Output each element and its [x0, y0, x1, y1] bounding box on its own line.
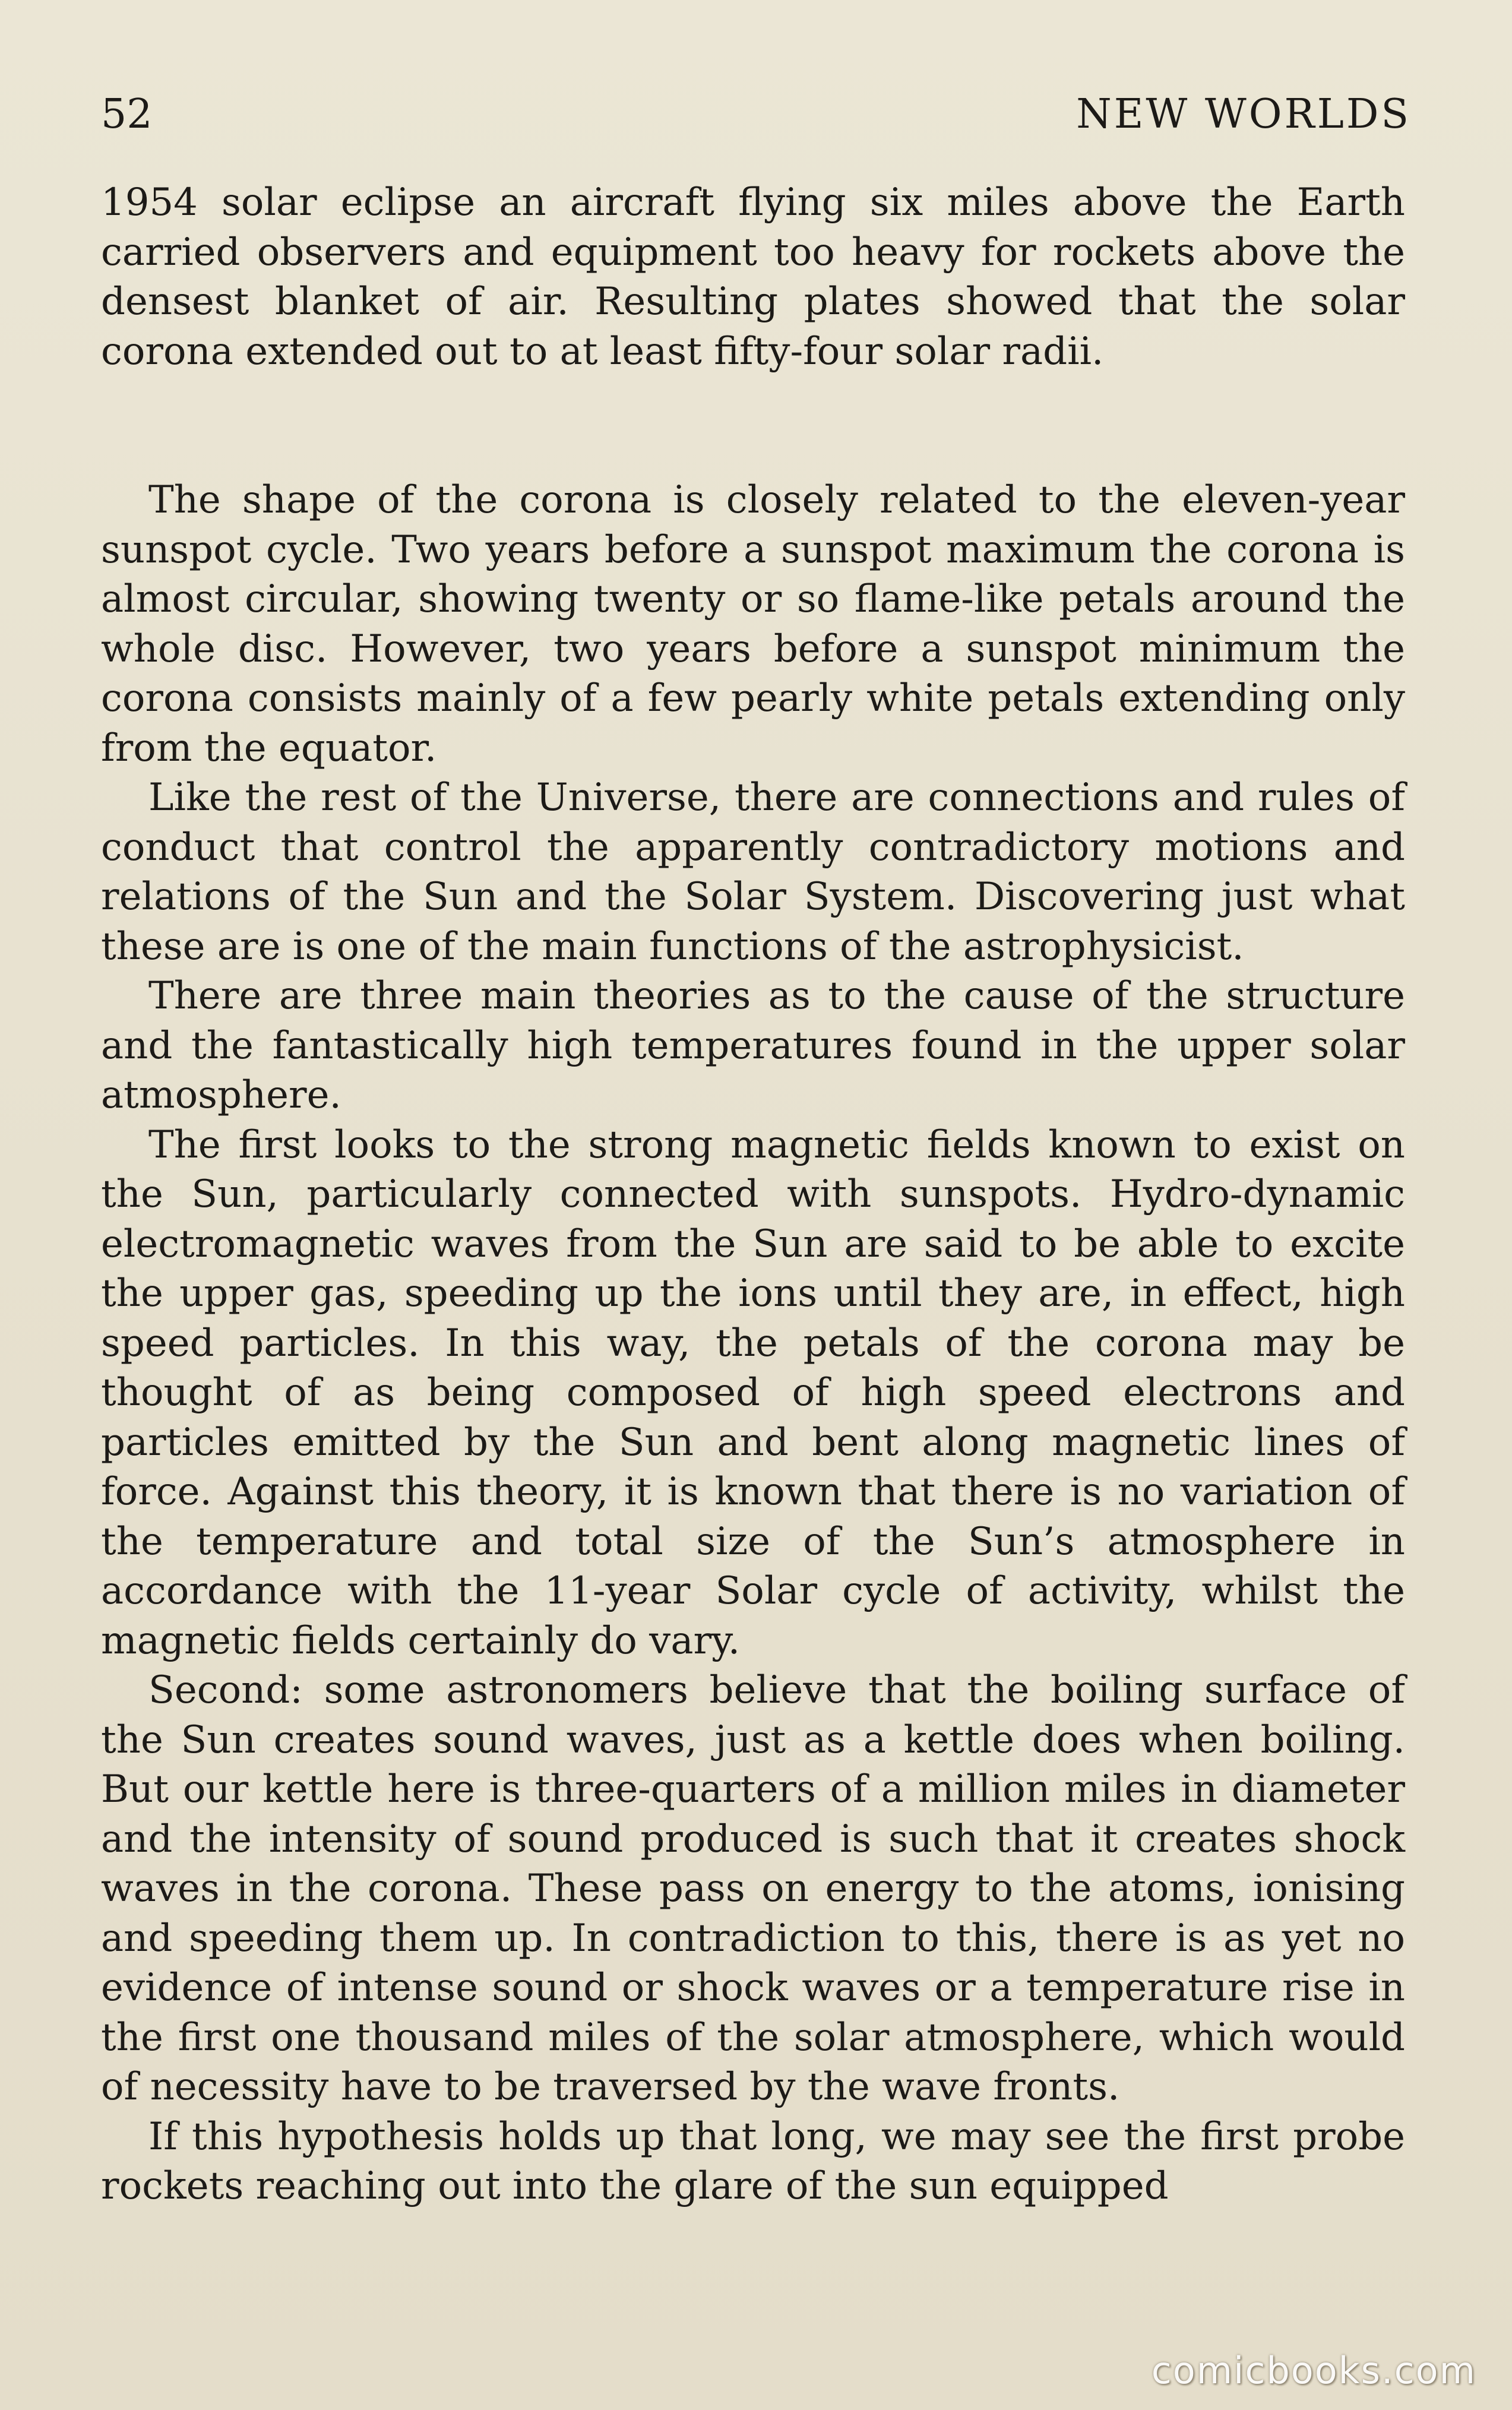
page-number: 52: [101, 91, 153, 138]
paragraph-sound-wave-theory: Second: some astronomers believe that the boiling surface of the Sun creates sound waves, just as a kettle does when boiling. But our kettle here is three-quarters of a million miles in diameter and the intensity of sound produced is such that it creates shock waves in the corona. These pass on energy to the atoms, ionising and speeding them up. In contradiction to this, there is as yet no evidence of intense sound or shock waves or a temperature rise in the first one thousand miles of the solar atmosphere, which would of necessity have to be traversed by the wave fronts.: [101, 1668, 1405, 2109]
paragraph-probe-rockets: If this hypothesis holds up that long, we may see the first probe rockets reaching out into the glare of the sun equipped: [101, 2114, 1405, 2208]
paragraph-eclipse-continuation: 1954 solar eclipse an aircraft flying six miles above the Earth carried observers and equipment too heavy for rockets above the densest blanket of air. Resulting plates showed that the solar corona extended out to at least fifty-four solar radii.: [101, 181, 1405, 374]
article-body: [101, 178, 1405, 2212]
paragraph-rules-of-conduct: Like the rest of the Universe, there are connections and rules of conduct that control the apparently contradictory motions and relations of the Sun and the Solar System. Discovering just what these are is one of the main functions of the astrophysicist.: [101, 776, 1405, 969]
paragraph-three-theories: There are three main theories as to the cause of the structure and the fantastically high temperatures found in the upper solar atmosphere.: [101, 974, 1405, 1117]
watermark: comicbooks.com: [1151, 2349, 1476, 2392]
paragraph-magnetic-theory: The first looks to the strong magnetic fields known to exist on the Sun, particularly connected with sunspots. Hydro-dynamic electromagnetic waves from the Sun are said to be able to excite the upper gas, speeding up the ions until they are, in effect, high speed particles. In this way, the petals of the corona may be thought of as being composed of high speed electrons and particles emitted by the Sun and bent along magnetic lines of force. Against this theory, it is known that there is no variation of the temperature and total size of the Sun’s atmosphere in accordance with the 11-year Solar cycle of activity, whilst the magnetic fields certainly do vary.: [101, 1122, 1405, 1663]
page-header: [101, 88, 1411, 141]
section-break: [101, 377, 1405, 476]
paragraph-corona-shape: The shape of the corona is closely related to the eleven-year sunspot cycle. Two years before a sunspot maximum the corona is almost circular, showing twenty or so flame-like petals around the whole disc. However, two years before a sunspot minimum the corona consists mainly of a few pearly white petals extending only from the equator.: [101, 478, 1405, 770]
running-title: NEW WORLDS: [1076, 91, 1411, 138]
